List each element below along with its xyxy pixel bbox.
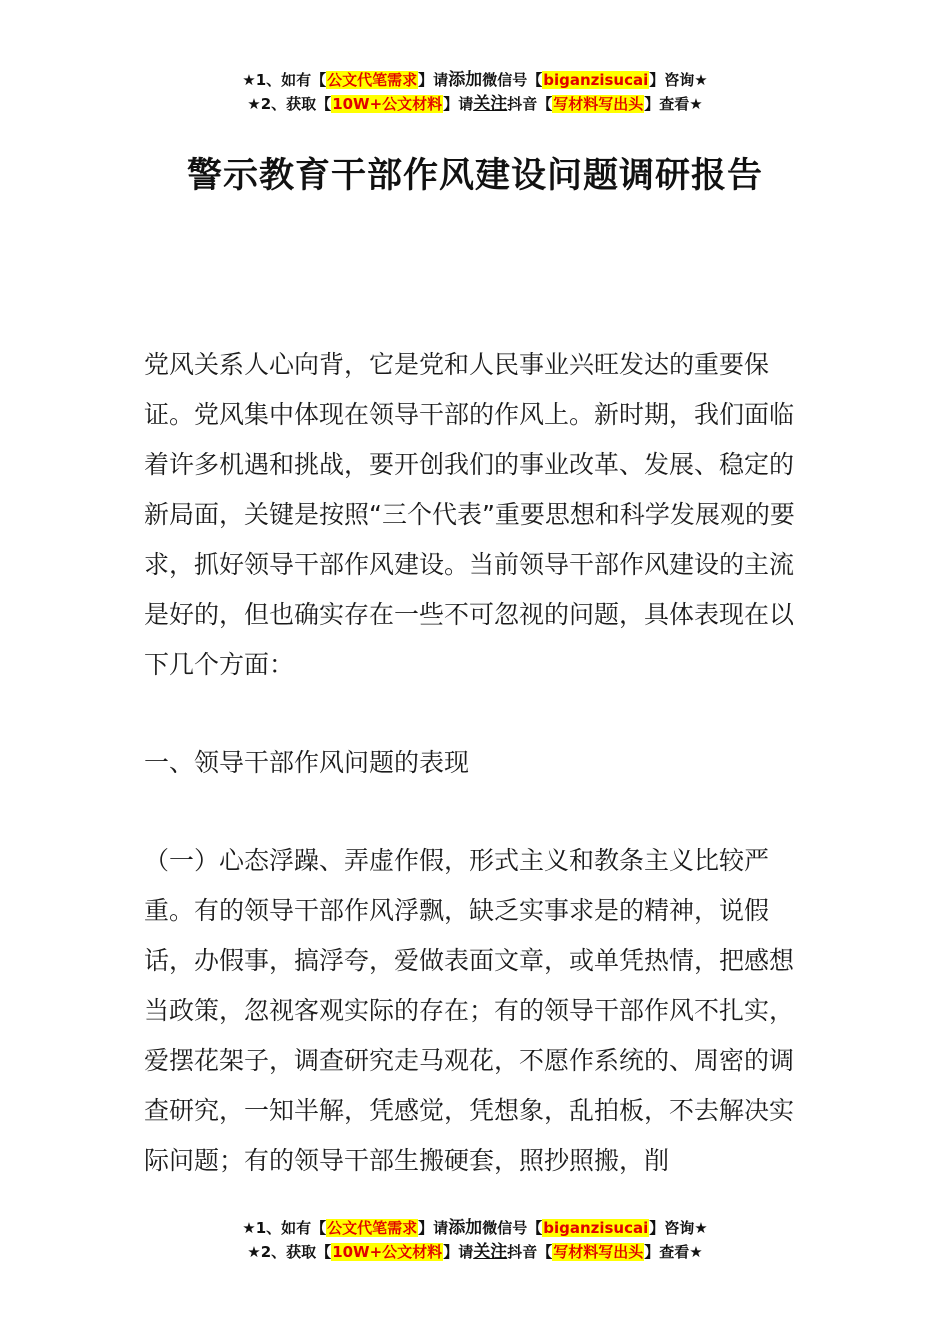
- section-heading: [144, 738, 806, 788]
- highlight-service: 公文代笔需求: [327, 71, 418, 89]
- highlight-materials: 10W+公文材料: [332, 1243, 443, 1261]
- banner-text: 】请: [418, 71, 449, 89]
- footer-banner: [0, 1216, 950, 1264]
- banner-text: ★2、获取【: [247, 1243, 332, 1261]
- header-banner: [0, 68, 950, 116]
- banner-text: 】咨询★: [649, 1219, 708, 1237]
- banner-text: 抖音【: [507, 1243, 553, 1261]
- banner-emphasis: 关注: [473, 94, 508, 114]
- heading-text: 一、领导干部作风问题的表现: [144, 748, 470, 777]
- banner-text: 】咨询★: [649, 71, 708, 89]
- banner-text: ★1、如有【: [242, 71, 327, 89]
- banner-text: 】请: [443, 95, 474, 113]
- banner-line-2: [0, 92, 950, 116]
- paragraph-section-1: [144, 836, 806, 1186]
- banner-text: ★1、如有【: [242, 1219, 327, 1237]
- banner-emphasis: 关注: [473, 1242, 508, 1262]
- paragraph-intro: [144, 340, 806, 690]
- highlight-wechat-id: biganzisucai: [543, 71, 649, 89]
- banner-emphasis: 添加: [448, 70, 483, 90]
- banner-text: 】查看★: [644, 95, 703, 113]
- highlight-wechat-id: biganzisucai: [543, 1219, 649, 1237]
- banner-line-1: [0, 1216, 950, 1240]
- paragraph-text: 党风关系人心向背，它是党和人民事业兴旺发达的重要保证。党风集中体现在领导干部的作风上。新时期，我们面临着许多机遇和挑战，要开创我们的事业改革、发展、稳定的新局面，关键是按照“三个代表”重要思想和科学发展观的要求，抓好领导干部作风建设。当前领导干部作风建设的主流是好的，但也确实存在一些不可忽视的问题，具体表现在以下几个方面：: [144, 350, 795, 679]
- banner-text: 微信号【: [482, 1219, 543, 1237]
- banner-emphasis: 添加: [448, 1218, 483, 1238]
- highlight-service: 公文代笔需求: [327, 1219, 418, 1237]
- banner-line-2: [0, 1240, 950, 1264]
- highlight-materials: 10W+公文材料: [332, 95, 443, 113]
- banner-text: 】请: [418, 1219, 449, 1237]
- banner-text: 微信号【: [482, 71, 543, 89]
- banner-text: 抖音【: [507, 95, 553, 113]
- paragraph-text: （一）心态浮躁、弄虚作假，形式主义和教条主义比较严重。有的领导干部作风浮飘，缺乏实事求是的精神，说假话，办假事，搞浮夸，爱做表面文章，或单凭热情，把感想当政策，忽视客观实际的存在；有的领导干部作风不扎实，爱摆花架子，调查研究走马观花，不愿作系统的、周密的调查研究，一知半解，凭感觉，凭想象，乱拍板，不去解决实际问题；有的领导干部生搬硬套，照抄照搬，削: [144, 846, 795, 1175]
- banner-text: 】查看★: [644, 1243, 703, 1261]
- document-title: 警示教育干部作风建设问题调研报告: [186, 156, 763, 196]
- highlight-douyin-id: 写材料写出头: [553, 95, 644, 113]
- banner-text: 】请: [443, 1243, 474, 1261]
- banner-text: ★2、获取【: [247, 95, 332, 113]
- banner-line-1: [0, 68, 950, 92]
- highlight-douyin-id: 写材料写出头: [553, 1243, 644, 1261]
